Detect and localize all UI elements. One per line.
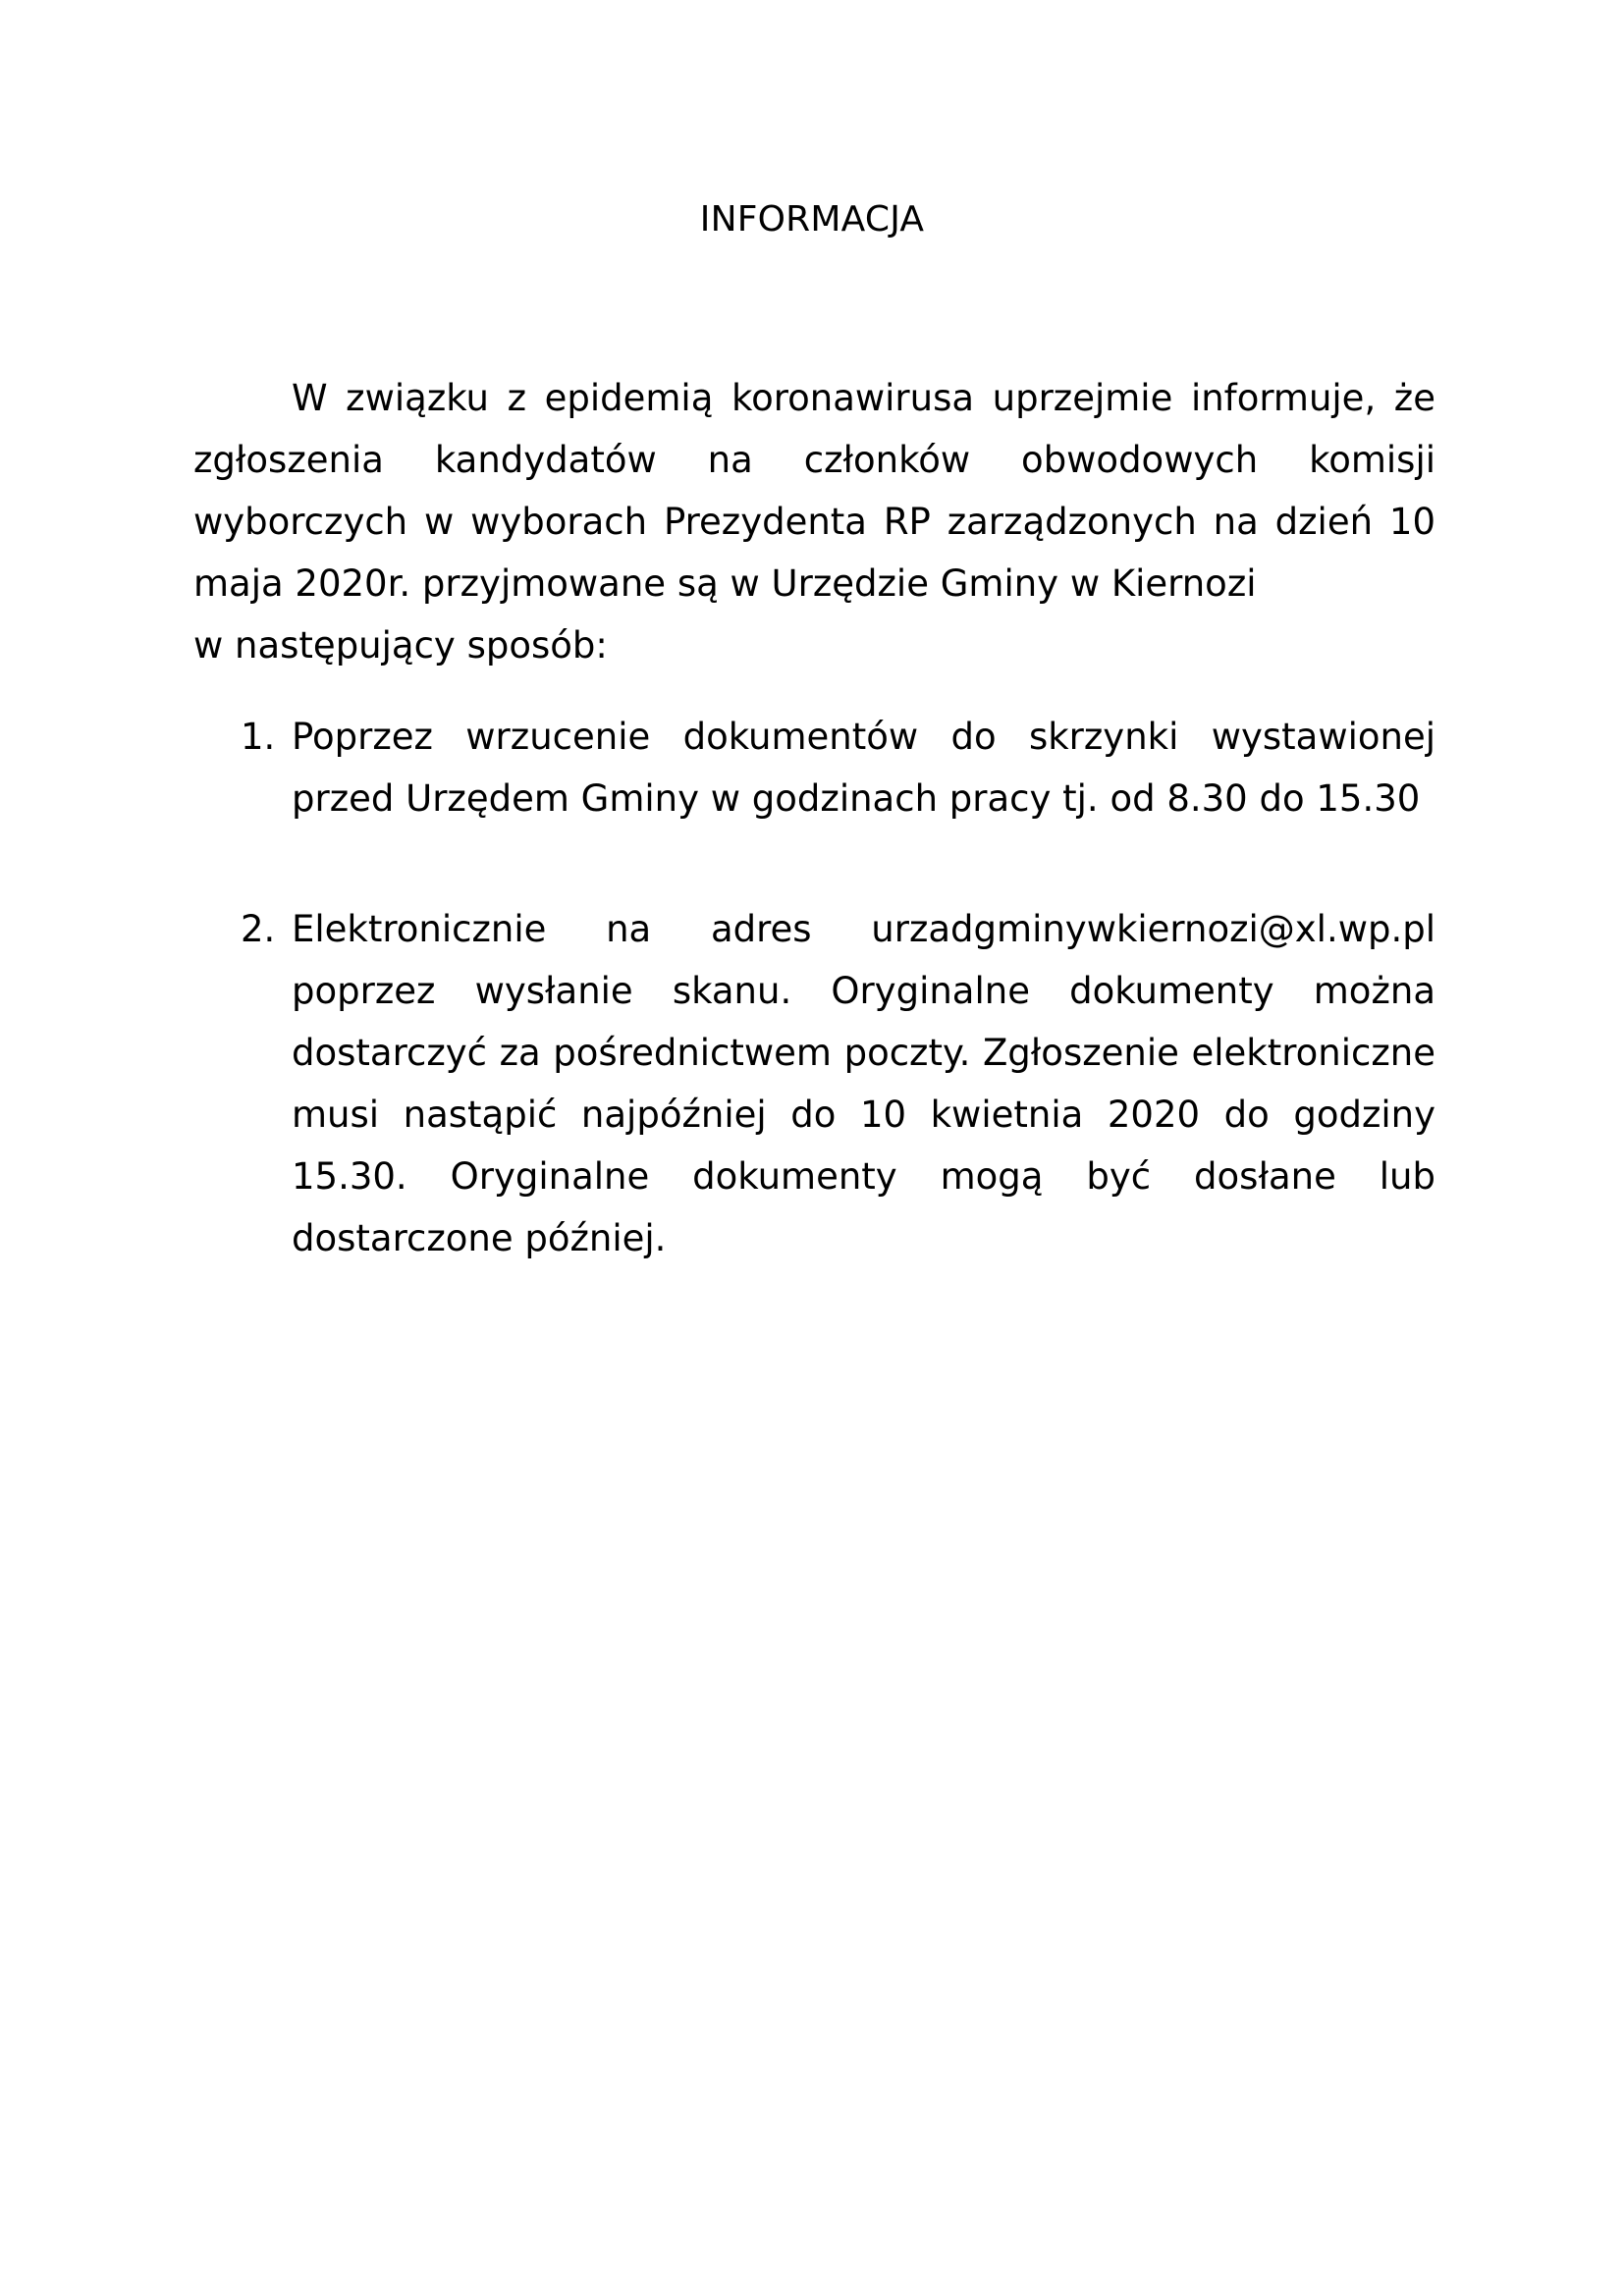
email-address-link[interactable]: urzadgminywkiernozi@xl.wp.pl	[871, 908, 1435, 950]
list-item-text-after: poprzez wysłanie skanu. Oryginalne dokumenty można dostarczyć za pośrednictwem poczty. Zgłoszenie elektroniczne musi nastąpić najpóźniej do 10 kwietnia 2020 do godziny 15.30. Oryginalne dokumenty mogą być dosłane lub dostarczone później.	[292, 970, 1435, 1259]
intro-text: W związku z epidemią koronawirusa uprzejmie informuje, że zgłoszenia kandydatów na członków obwodowych komisji wyborczych w wyborach Prezydenta RP zarządzonych na dzień 10 maja 2020r. przyjmowane są w Urzędzie Gminy w Kiernozi	[193, 377, 1435, 605]
list-item-1	[193, 706, 1435, 829]
list-item-text: Poprzez wrzucenie dokumentów do skrzynki wystawionej przed Urzędem Gminy w godzinach pracy tj. od 8.30 do 15.30	[292, 716, 1435, 820]
list-item-number: 1.	[241, 716, 276, 758]
document-body	[193, 367, 1435, 1269]
intro-paragraph	[193, 367, 1435, 676]
list-item-text-before: Elektronicznie na adres	[292, 908, 872, 950]
document-title: INFORMACJA	[699, 199, 925, 240]
intro-text-last-line: w następujący sposób:	[193, 624, 608, 667]
list-item-2	[193, 898, 1435, 1269]
numbered-list	[193, 706, 1435, 1269]
list-item-number: 2.	[241, 908, 276, 950]
